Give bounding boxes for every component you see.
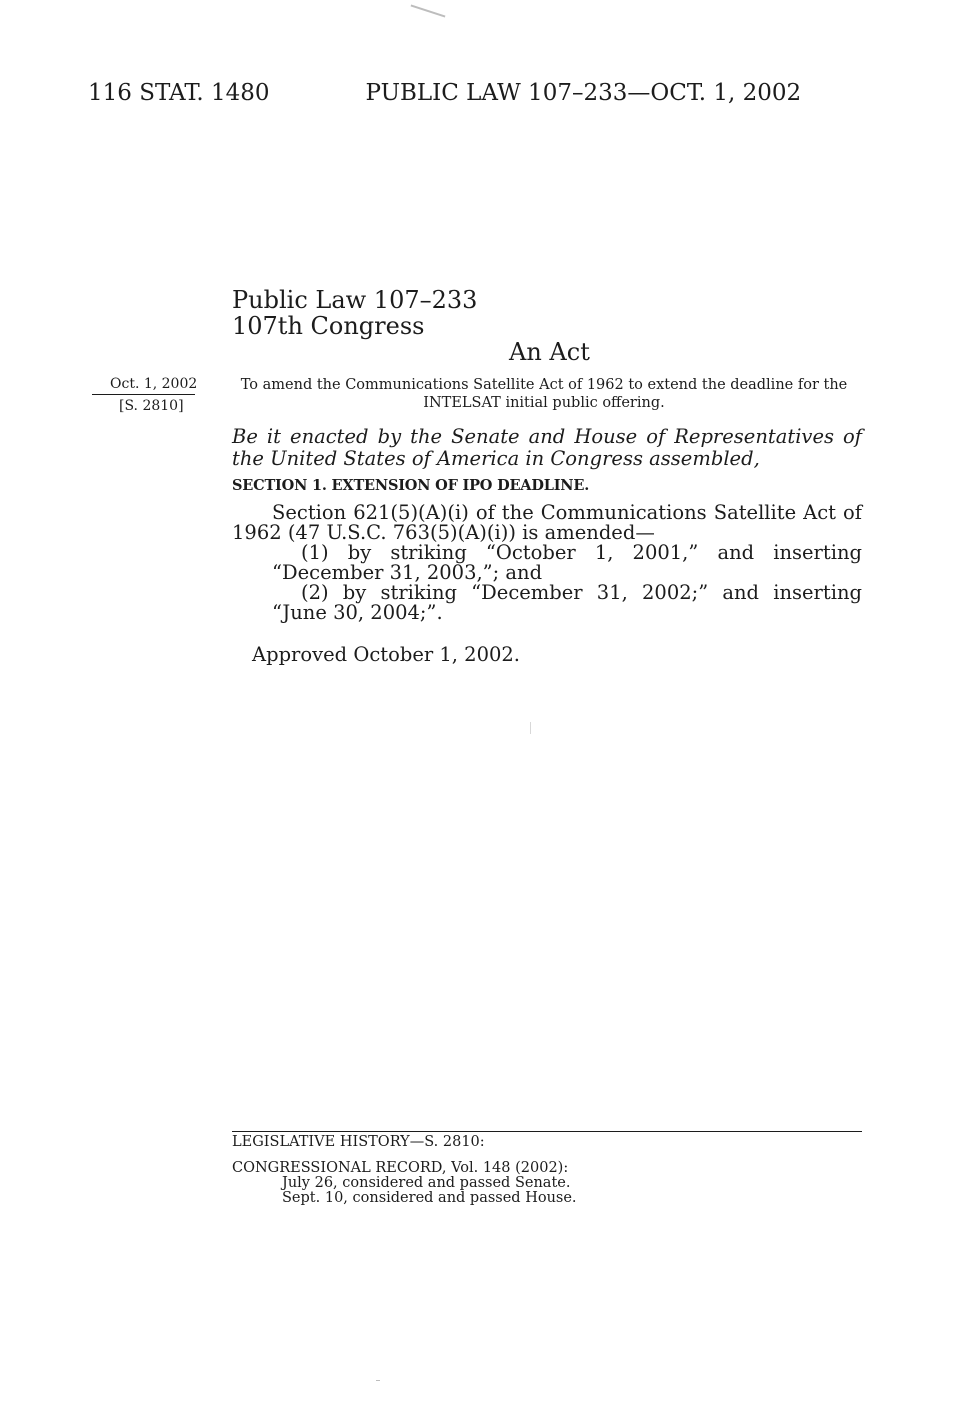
scan-mark [376, 1380, 380, 1381]
history-action: July 26, considered and passed Senate. [282, 1175, 571, 1191]
footer-rule [232, 1131, 862, 1132]
history-action: Sept. 10, considered and passed House. [282, 1190, 577, 1206]
margin-bill-number: [S. 2810] [119, 398, 184, 414]
margin-rule [92, 394, 195, 395]
approval-line: Approved October 1, 2002. [252, 643, 521, 666]
congressional-record: CONGRESSIONAL RECORD, Vol. 148 (2002): [232, 1160, 569, 1176]
section-heading: SECTION 1. EXTENSION OF IPO DEADLINE. [232, 477, 590, 494]
act-label: An Act [509, 338, 590, 366]
legislative-history-title: LEGISLATIVE HISTORY—S. 2810: [232, 1134, 485, 1150]
congress: 107th Congress [232, 312, 425, 340]
enacting-clause: Be it enacted by the Senate and House of Representatives of the United States of America in Congress assembled, [232, 425, 862, 470]
section-text: Section 621(5)(A)(i) of the Communications Satellite Act of 1962 (47 U.S.C. 763(5)(A)(i)) is amended— [232, 501, 862, 544]
amendment-item: (2) by striking “December 31, 2002;” and inserting “June 30, 2004;”. [272, 581, 862, 624]
running-title: PUBLIC LAW 107–233—OCT. 1, 2002 [365, 80, 802, 106]
law-number: Public Law 107–233 [232, 286, 478, 314]
scan-mark [411, 4, 446, 17]
stat-page: 116 STAT. 1480 [88, 80, 270, 106]
margin-date: Oct. 1, 2002 [110, 376, 198, 392]
amendment-item: (1) by striking “October 1, 2001,” and inserting “December 31, 2003,”; and [272, 541, 862, 584]
running-head [88, 80, 801, 106]
scan-mark [530, 722, 531, 734]
act-purpose: To amend the Communications Satellite Act of 1962 to extend the deadline for the INTELSAT initial public offering. [240, 377, 848, 411]
law-title [232, 287, 477, 339]
